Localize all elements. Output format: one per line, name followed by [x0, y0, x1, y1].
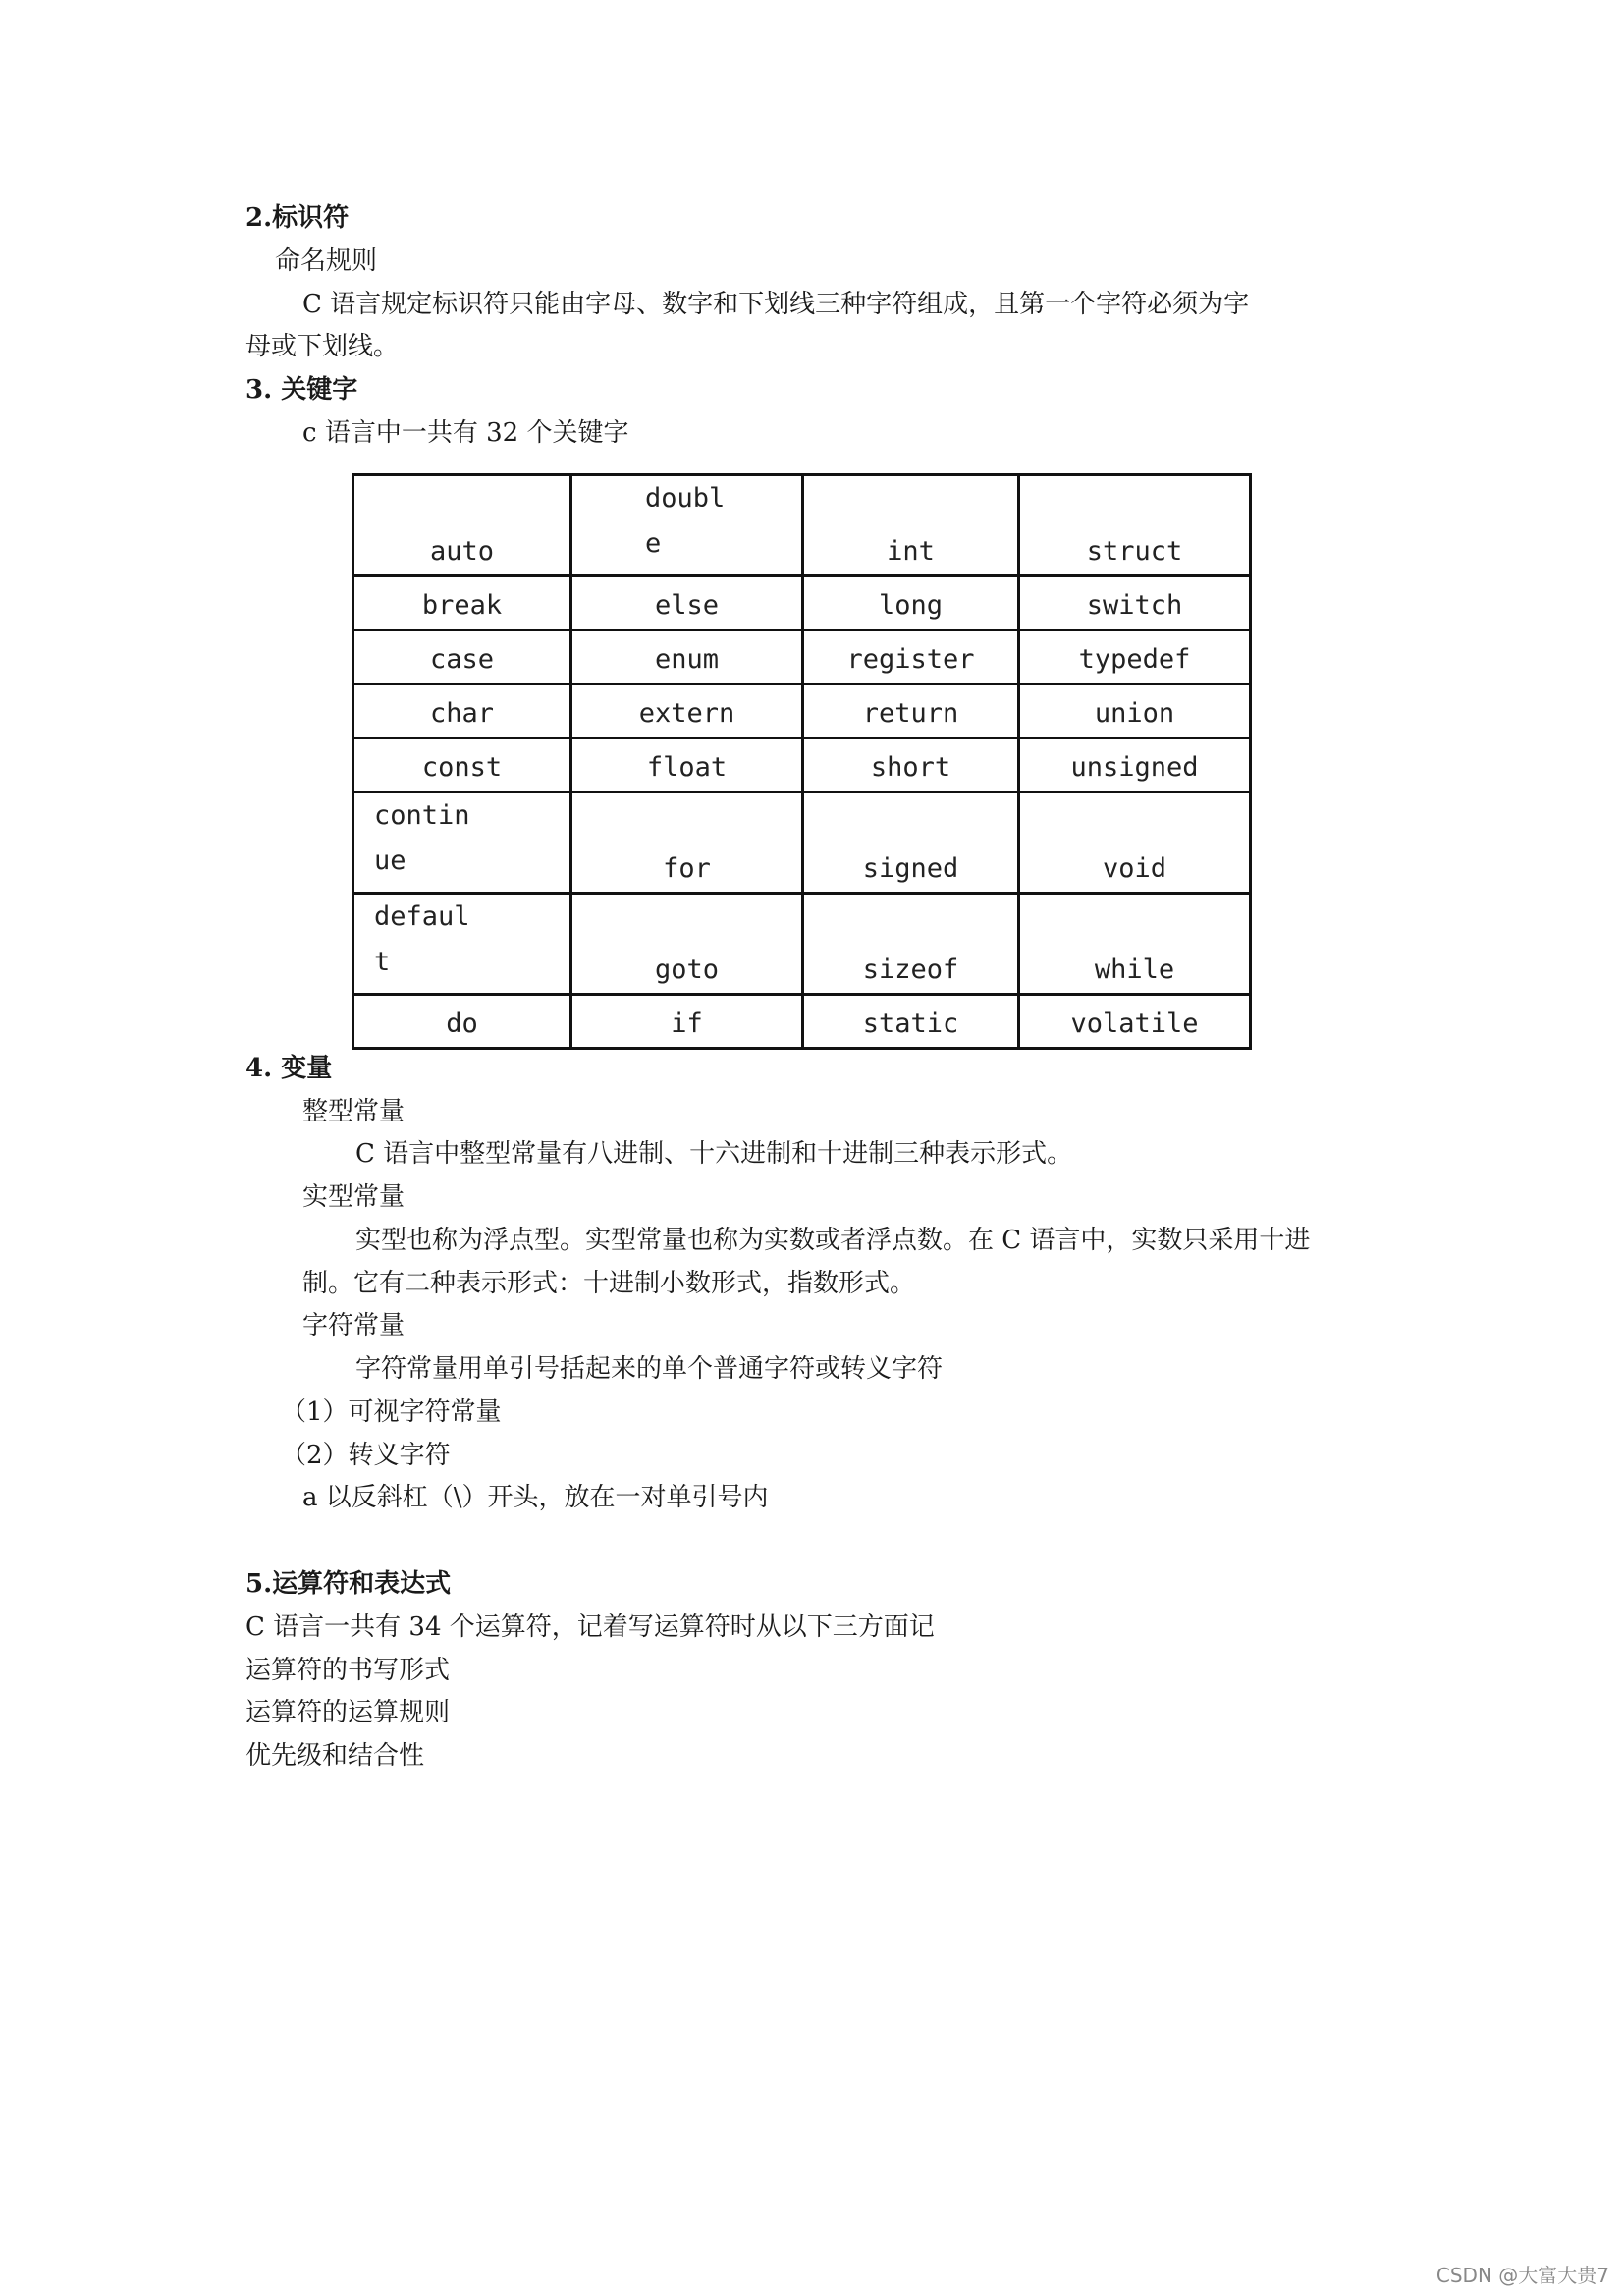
table-row — [353, 475, 1251, 576]
section-4-paragraph-integer: C 语言中整型常量有八进制、十六进制和十进制三种表示形式。 — [355, 1139, 1073, 1169]
table-row — [353, 738, 1251, 793]
table-cell: long — [803, 576, 1019, 630]
table-cell-part: e — [645, 528, 662, 559]
table-cell: break — [353, 576, 571, 630]
section-4-paragraph-real-line1: 实型也称为浮点型。实型常量也称为实数或者浮点数。在 C 语言中，实数只采用十进 — [355, 1226, 1311, 1255]
section-2-paragraph-line2: 母或下划线。 — [245, 332, 400, 361]
section-5-title: 5.运算符和表达式 — [245, 1569, 452, 1599]
section-4-list-item-2: （2）转义字符 — [281, 1441, 451, 1470]
section-4-title: 4. 变量 — [245, 1054, 333, 1083]
table-cell: else — [571, 576, 803, 630]
table-cell: case — [353, 630, 571, 684]
table-cell: register — [803, 630, 1019, 684]
table-row — [353, 576, 1251, 630]
section-5-item-1: 运算符的书写形式 — [245, 1656, 451, 1685]
section-4-list-item-1: （1）可视字符常量 — [281, 1397, 502, 1427]
table-cell: if — [571, 995, 803, 1049]
table-row — [353, 630, 1251, 684]
table-cell: unsigned — [1019, 738, 1251, 793]
table-cell: for — [571, 793, 803, 894]
table-cell: return — [803, 684, 1019, 738]
table-cell: while — [1019, 894, 1251, 995]
section-3-paragraph: c 语言中一共有 32 个关键字 — [302, 418, 629, 448]
section-2-title: 2.标识符 — [245, 203, 350, 233]
table-cell-part: doubl — [645, 483, 726, 514]
section-4-paragraph-real-line2: 制。它有二种表示形式：十进制小数形式，指数形式。 — [302, 1269, 916, 1298]
table-cell: volatile — [1019, 995, 1251, 1049]
table-cell — [571, 475, 803, 576]
table-cell — [353, 894, 571, 995]
table-cell: extern — [571, 684, 803, 738]
table-row — [353, 894, 1251, 995]
table-cell: switch — [1019, 576, 1251, 630]
section-4-subtitle-integer: 整型常量 — [302, 1097, 406, 1126]
section-5-item-3: 优先级和结合性 — [245, 1741, 425, 1771]
table-cell-part: t — [374, 947, 391, 977]
table-cell: float — [571, 738, 803, 793]
table-cell: do — [353, 995, 571, 1049]
section-2-paragraph-line1: C 语言规定标识符只能由字母、数字和下划线三种字符组成，且第一个字符必须为字 — [302, 290, 1250, 319]
section-4-list-item-3: a 以反斜杠（\）开头，放在一对单引号内 — [302, 1483, 769, 1512]
section-4-subtitle-real: 实型常量 — [302, 1182, 406, 1212]
section-2-subtitle: 命名规则 — [275, 246, 378, 276]
table-cell: int — [803, 475, 1019, 576]
table-cell: signed — [803, 793, 1019, 894]
table-cell: static — [803, 995, 1019, 1049]
section-4-paragraph-char: 字符常量用单引号括起来的单个普通字符或转义字符 — [355, 1354, 944, 1384]
section-3-title: 3. 关键字 — [245, 375, 358, 405]
table-cell-part: defaul — [374, 902, 470, 932]
table-cell: goto — [571, 894, 803, 995]
table-row — [353, 684, 1251, 738]
table-cell: struct — [1019, 475, 1251, 576]
table-cell: union — [1019, 684, 1251, 738]
table-cell — [353, 793, 571, 894]
table-cell: auto — [353, 475, 571, 576]
table-row — [353, 793, 1251, 894]
table-cell: sizeof — [803, 894, 1019, 995]
keywords-table — [352, 473, 1252, 1050]
section-5-paragraph: C 语言一共有 34 个运算符，记着写运算符时从以下三方面记 — [245, 1613, 935, 1642]
table-cell: typedef — [1019, 630, 1251, 684]
section-4-subtitle-char: 字符常量 — [302, 1311, 406, 1340]
table-cell: const — [353, 738, 571, 793]
watermark: CSDN @大富大贵7 — [1435, 2264, 1609, 2287]
table-cell: void — [1019, 793, 1251, 894]
table-cell: short — [803, 738, 1019, 793]
table-cell: char — [353, 684, 571, 738]
table-row — [353, 995, 1251, 1049]
table-cell: enum — [571, 630, 803, 684]
table-cell-part: contin — [374, 800, 470, 831]
table-cell-part: ue — [374, 846, 406, 876]
section-5-item-2: 运算符的运算规则 — [245, 1698, 451, 1727]
